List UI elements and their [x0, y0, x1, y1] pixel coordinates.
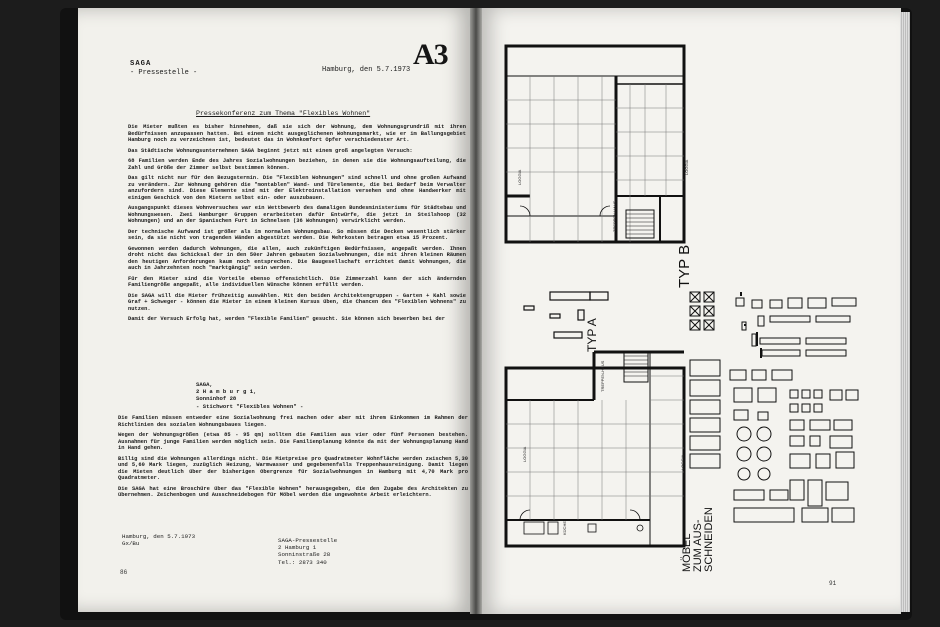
paragraph: Billig sind die Wohnungen allerdings nicht. Die Mietpreise pro Quadratmeter Wohnfläche werden zwischen 5,30 und 5,60 Mark liegen, zuzüglich Heizung, Warmwasser und gegebenenfalls Treppenhausreinigung. Damit liegen die Mieten deutlich über der bisherigen Obergrenze für Sozialwohnungen in Hamburg mit 4,70 Mark pro Quadratmeter.	[118, 455, 468, 482]
sign-line: SAGA-Pressestelle	[278, 537, 338, 544]
label-stair-b: TREPPEN-HAUS	[612, 200, 617, 232]
paragraph: Für den Mieter sind die Vorteile ebenso offensichtlich. Die Zimmerzahl kann der sich ändernden Familiengröße angepaßt, alle individuellen Wünsche können erfüllt werden.	[128, 275, 466, 289]
label-loggia-3: LOGGIA	[522, 446, 527, 462]
paragraph: Die SAGA will die Mieter frühzeitig auswählen. Mit den beiden Architektengruppen - Garten + Kahl sowie Graf + Schweger - können die Mieter in einem kleinen Kursus üben, die Chancen des "Flexiblen Wohnens" zu nutzen.	[128, 292, 466, 313]
body-text-2	[118, 415, 468, 503]
paragraph: Gewonnen werden dadurch Wohnungen, die allen, auch zukünftigen Bedürfnissen, angepaßt werden. Ihnen droht nicht das Schicksal der in den 50er Jahren gebauten Sozialwohnungen, die mit ihren kleinen Räumen den heutigen Anforderungen kaum noch entsprechen. Die Baugesellschaft errichtet damit Wohnungen, die auch in Jahrzehnten noch "marktgängig" sein werden.	[128, 245, 466, 272]
address-line: 2 H a m b u r g 1,	[196, 388, 257, 396]
label-type-a: TYP A	[585, 318, 599, 352]
page-edges	[900, 12, 910, 612]
paragraph: Wegen der Wohnungsgrößen (etwa 85 - 95 qm) sollten die Familien aus vier oder fünf Personen bestehen. Ausnahmen für junge Familien werden möglich sein. Die Familienplanung könnte da mit der Wohnungsplanung Hand in Hand gehen.	[118, 431, 468, 452]
furniture-line: SCHNEIDEN	[703, 507, 715, 572]
book-gutter	[470, 8, 482, 614]
header-date: Hamburg, den 5.7.1973	[322, 66, 411, 74]
page-number-right: 91	[829, 580, 837, 587]
sender-org: SAGA	[130, 60, 152, 68]
furniture-line: ZUM AUS-	[692, 519, 704, 572]
furniture-line: MÖBEL	[681, 533, 693, 572]
page-number-left: 86	[120, 569, 128, 576]
page-label: A3	[413, 38, 448, 71]
sign-line: 2 Hamburg 1	[278, 544, 317, 552]
paragraph: Damit der Versuch Erfolg hat, werden "Flexible Familien" gesucht. Sie können sich bewerben bei der	[128, 316, 446, 323]
label-kitchen: KÜCHE	[562, 520, 567, 535]
paragraph: Die Mieter mußten es bisher hinnehmen, daß sie sich der Wohnung, dem Wohnungsgrundriß mit ihren Bedürfnissen anzupassen hatten. Bei einem nicht ausgeglichenen Wohnungsmarkt, wie er im Ballungsgebiet Hamburg noch zu verzeichnen ist, bedeutet das in Wohnkomfort Opfer verschiedenster Art.	[128, 124, 466, 144]
paragraph: 68 Familien werden Ende des Jahres Sozialwohnungen beziehen, in denen sie die Wohnungsaufteilung, die Zahl und Größe der Zimmer selbst bestimmen können.	[128, 157, 466, 171]
paragraph: Die SAGA hat eine Broschüre über das "Flexible Wohnen" herausgegeben, die den Zugabe des Architekten zu übernehmen. Zeichenbogen und Ausschneidebogen für Möbel werden die ungewohnte Arbeit erleichtern.	[118, 485, 468, 499]
label-furniture	[682, 507, 715, 572]
address-line: - Stichwort "Flexibles Wohnen" -	[196, 402, 304, 410]
address-block	[196, 381, 303, 410]
paragraph: Das gilt nicht nur für den Bezugstermin. Die "Flexiblen Wohnungen" sind schnell und ohne großen Aufwand zu verändern. Zur Wohnung gehören die "montablen" Wand- und Türelemente, die bei Bedarf beim Verwalter anzufordern sind. Diese Elemente sind mit der Elektroinstallation versehen und ohne Handwerker mit einigem Geschick von den Mietern selbst ein- oder auszubauen.	[128, 174, 466, 201]
label-loggia-2: LOGGIA	[684, 159, 689, 175]
sign-initials: Gx/Bu	[122, 540, 140, 548]
address-line: Sonninhof 28	[196, 395, 237, 403]
label-loggia: LOGGIA	[517, 169, 522, 185]
label-loggia-4: LOGGIA	[680, 454, 685, 470]
press-title: Pressekonferenz zum Thema "Flexibles Wohnen"	[196, 110, 371, 117]
body-text	[128, 124, 466, 327]
label-stair-a: TREPPEN-HAUS	[600, 360, 605, 392]
signature-block	[278, 537, 337, 566]
paragraph: Das Städtische Wohnungsunternehmen SAGA beginnt jetzt mit einem groß angelegten Versuch:	[128, 147, 413, 154]
sign-line: Tel.: 2873 340	[278, 558, 327, 566]
paragraph: Der technische Aufwand ist größer als im normalen Wohnungsbau. So müssen die Decken wesentlich stärker sein, da sie nicht von tragenden Wänden abgestützt werden. Die Mehrkosten betragen etwa 15 Prozent.	[128, 228, 466, 242]
address-line: SAGA,	[196, 381, 213, 388]
sign-line: Sonninstraße 28	[278, 551, 331, 559]
paragraph: Ausgangspunkt dieses Wohnversuches war ein Wettbewerb des damaligen Bundesministeriums für Städtebau und Wohnungswesen. Zwei Hamburger Gruppen erarbeiteten dafür Entwürfe, die jetzt in Steilshoop (32 Wohnungen) und an der Spanischen Furt in Schnelsen (36 Wohnungen) verwirklicht werden.	[128, 205, 466, 225]
label-type-b: TYP B	[676, 244, 693, 288]
signature-date	[122, 533, 195, 548]
paragraph: Die Familien müssen entweder eine Sozialwohnung frei machen oder aber mit ihrem Einkommen im Rahmen der Richtlinien des sozialen Wohnungsbaues liegen.	[118, 415, 468, 428]
sign-date: Hamburg, den 5.7.1973	[122, 533, 196, 540]
sender-dept: - Pressestelle -	[130, 69, 198, 77]
